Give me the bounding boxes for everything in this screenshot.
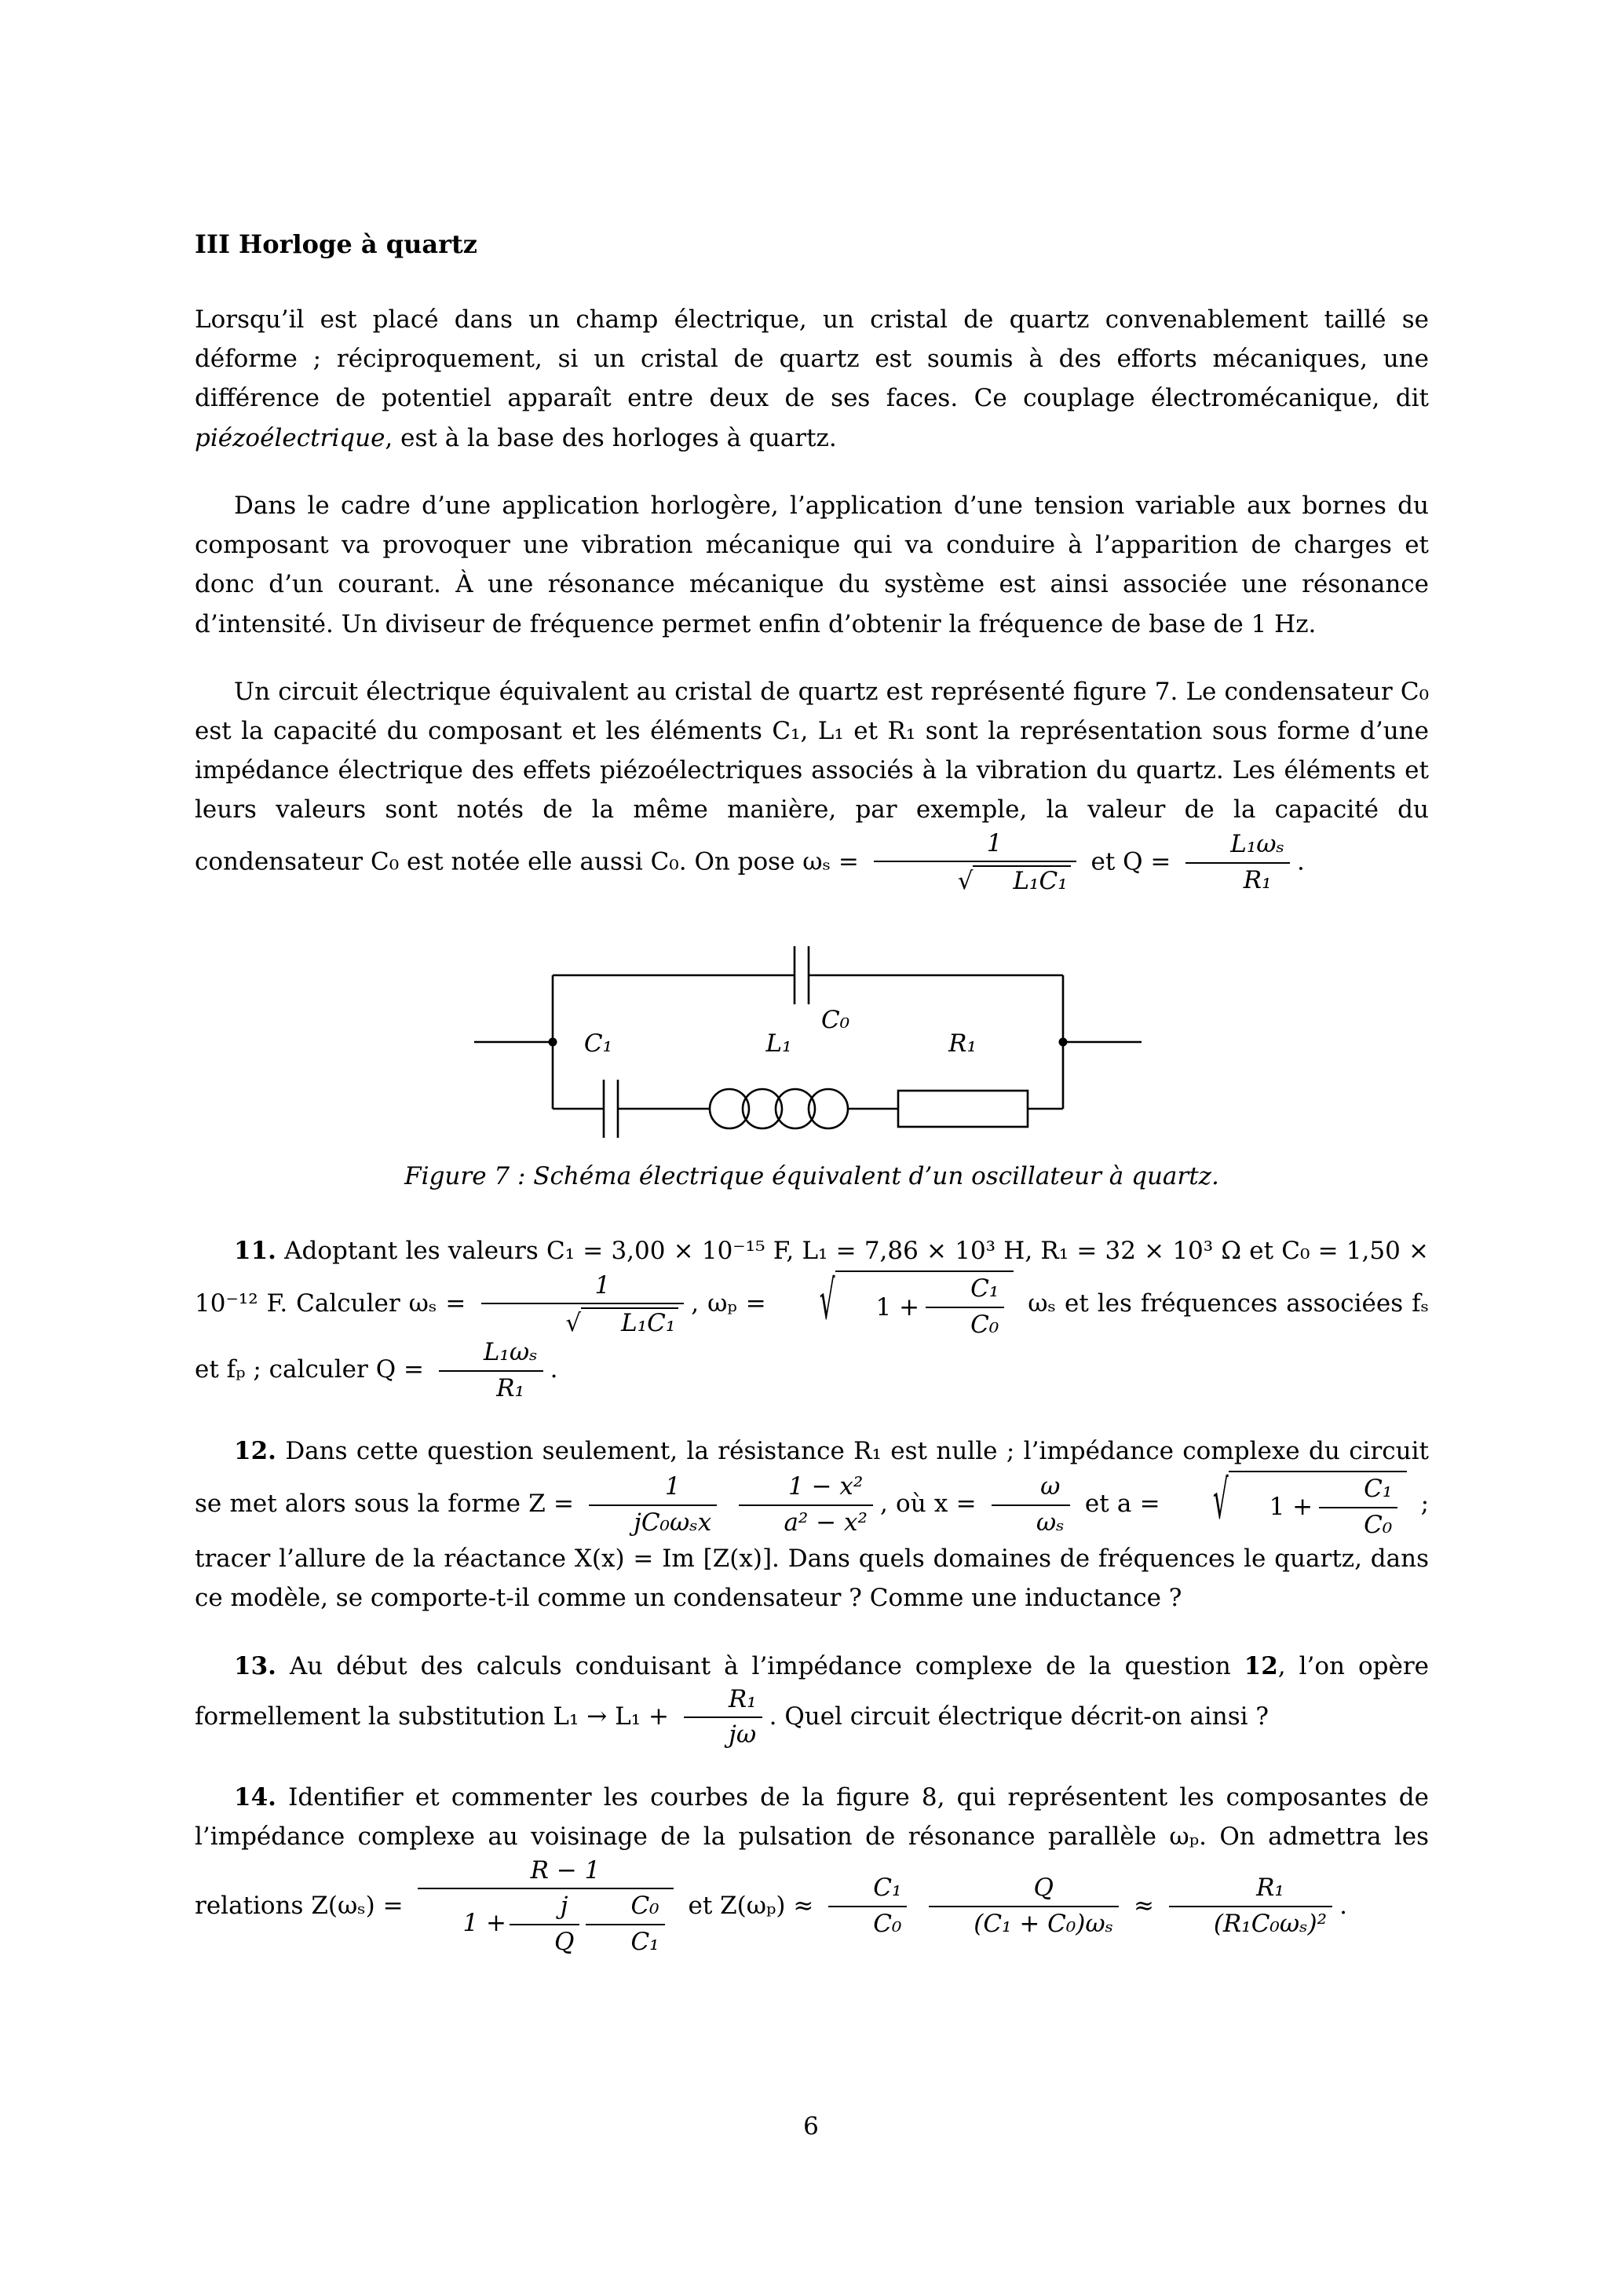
- fraction-numerator: R₁: [684, 1686, 762, 1719]
- question-reference: 12: [1244, 1651, 1278, 1680]
- figure-circuit-diagram: [195, 932, 1429, 1190]
- question-text: et a =: [1084, 1490, 1160, 1519]
- fraction-numerator: 1: [589, 1473, 717, 1506]
- fraction-substitution: [684, 1686, 762, 1749]
- capacitor-c0-icon: [795, 946, 809, 1004]
- label-l1: L₁: [765, 1029, 792, 1058]
- fraction-q-term: [929, 1874, 1119, 1938]
- fraction-c1-c0: [926, 1275, 1004, 1339]
- fraction-c1-c0: [1319, 1475, 1397, 1539]
- fraction-numerator: j: [510, 1892, 579, 1925]
- emphasized-term: piézoélectrique: [195, 423, 385, 452]
- fraction-z-omega-s: [418, 1857, 673, 1957]
- radical-body: L₁C₁: [581, 1307, 678, 1338]
- question-text: , l’on opère formellement la substitution L₁ → L₁ +: [195, 1651, 1429, 1731]
- question-text: , où x =: [879, 1490, 977, 1519]
- fraction-j-q: [510, 1892, 579, 1956]
- question-13: [195, 1647, 1429, 1750]
- fraction-denominator: C₀: [873, 1910, 902, 1939]
- paragraph-text: et Q =: [1090, 847, 1171, 876]
- fraction-denominator: C₁: [630, 1927, 659, 1956]
- section-title: III Horloge à quartz: [195, 229, 477, 259]
- paragraph-circuit: [195, 672, 1429, 896]
- fraction-c1-c0: [828, 1874, 907, 1938]
- page-content: [195, 229, 1429, 1984]
- question-number: 13.: [234, 1651, 276, 1680]
- fraction-numerator: C₁: [926, 1275, 1004, 1308]
- question-text: ; tracer l’allure de la réactance X(x) = Im [Z(x)]. Dans quels domaines de fréquences le quartz, dans ce modèle, se comporte-t-il comme un condensateur ? Comme une inductance ?: [195, 1490, 1430, 1613]
- paragraph-application: [195, 486, 1429, 644]
- question-12: [195, 1431, 1429, 1618]
- fraction-denominator: [874, 862, 1076, 896]
- fraction-numerator: 1: [481, 1272, 684, 1305]
- question-text: .: [1339, 1891, 1347, 1920]
- fraction-numerator: R − 1: [418, 1857, 673, 1890]
- fraction-denominator: C₀: [970, 1310, 999, 1339]
- fraction-denominator: jω: [729, 1720, 757, 1749]
- question-text: .: [550, 1355, 558, 1384]
- fraction-denominator: R₁: [1243, 865, 1272, 894]
- fraction-x: [992, 1473, 1070, 1537]
- fraction-denominator: [418, 1889, 673, 1956]
- fraction-q: [439, 1339, 543, 1402]
- radical-sign: √: [565, 1309, 582, 1338]
- paragraph-text: Lorsqu’il est placé dans un champ électrique, un cristal de quartz convenablement taillé se déforme ; réciproquement, si un cristal de quartz est soumis à des efforts mécaniques, une différence de potentiel apparaît entre deux de ses faces. Ce couplage électromécanique, dit: [195, 305, 1429, 413]
- fraction-omega-s: [874, 830, 1076, 896]
- fraction-denominator: ωₛ: [1036, 1508, 1065, 1537]
- fraction-numerator: R₁: [1169, 1874, 1332, 1907]
- fraction-numerator: Q: [929, 1874, 1119, 1907]
- question-text: et Z(ωₚ) ≈: [688, 1891, 814, 1920]
- fraction-numerator: C₁: [828, 1874, 907, 1907]
- fraction-numerator: 1: [874, 830, 1076, 863]
- radical-sign: √: [957, 867, 974, 896]
- fraction-numerator: C₁: [1319, 1475, 1397, 1508]
- question-text: , ωₚ =: [691, 1289, 766, 1318]
- fraction-r1-term: [1169, 1874, 1332, 1938]
- resistor-r1-icon: [898, 1091, 1028, 1127]
- figure-caption: Figure 7 : Schéma électrique équivalent d’un oscillateur à quartz.: [404, 1161, 1219, 1190]
- fraction-denominator: R₁: [496, 1374, 525, 1403]
- paragraph-text: .: [1297, 847, 1305, 876]
- fraction-numerator: C₀: [586, 1892, 664, 1925]
- fraction-denominator: Q: [554, 1927, 575, 1956]
- inductor-l1-icon: [710, 1089, 848, 1128]
- fraction-denominator: (C₁ + C₀)ωₛ: [974, 1910, 1114, 1939]
- fraction-numerator: L₁ωₛ: [439, 1339, 543, 1372]
- denominator-text: 1 +: [462, 1909, 507, 1938]
- question-text: Au début des calculs conduisant à l’impédance complexe de la question: [289, 1651, 1231, 1680]
- question-number: 12.: [234, 1436, 276, 1465]
- fraction-denominator: (R₁C₀ωₛ)²: [1213, 1910, 1328, 1939]
- sqrt-omega-p: [780, 1270, 1014, 1339]
- fraction-c0-c1: [586, 1892, 664, 1956]
- paragraph-text: Un circuit électrique équivalent au cristal de quartz est représenté figure 7. Le condensateur C₀ est la capacité du composant et les éléments C₁, L₁ et R₁ sont la représentation sous forme d’une impédance électrique des effets piézoélectriques associés à la vibration du quartz. Les éléments et leurs valeurs sont notés de la même manière, par exemple, la valeur de la capacité du condensateur C₀ est notée elle aussi C₀. On pose ωₛ =: [195, 677, 1429, 876]
- radical-sign: √: [1212, 1469, 1229, 1533]
- fraction-omega-s: [481, 1272, 684, 1338]
- radical-body: [1229, 1471, 1408, 1539]
- question-text: ≈: [1133, 1891, 1154, 1920]
- fraction-numerator: L₁ωₛ: [1185, 831, 1290, 864]
- sqrt-a: [1174, 1471, 1407, 1539]
- sqrt-text: 1 +: [1269, 1493, 1313, 1522]
- fraction-numerator: ω: [992, 1473, 1070, 1506]
- question-text: ωₛ et les fréquences associées fₛ et fₚ ; calculer Q =: [195, 1289, 1430, 1384]
- question-14: [195, 1778, 1429, 1956]
- question-text: Dans cette question seulement, la résistance R₁ est nulle ; l’impédance complexe du circuit se met alors sous la forme Z =: [195, 1436, 1429, 1519]
- fraction-denominator: jC₀ωₛx: [634, 1508, 712, 1537]
- fraction-impedance-1: [589, 1473, 717, 1537]
- page-number: 6: [803, 2112, 819, 2141]
- question-text: Adoptant les valeurs C₁ = 3,00 × 10⁻¹⁵ F, L₁ = 7,86 × 10³ H, R₁ = 32 × 10³ Ω et C₀ = 1,50 × 10⁻¹² F. Calculer ωₛ =: [195, 1236, 1429, 1318]
- label-r1: R₁: [948, 1029, 977, 1058]
- radical-body: L₁C₁: [973, 865, 1070, 896]
- paragraph-intro: [195, 300, 1429, 458]
- question-text: Identifier et commenter les courbes de la figure 8, qui représentent les composantes de l’impédance complexe au voisinage de la pulsation de résonance parallèle ωₚ. On admettra les relations Z(ωₛ) =: [195, 1783, 1430, 1920]
- fraction-numerator: 1 − x²: [739, 1473, 873, 1506]
- fraction-denominator: [481, 1304, 684, 1338]
- fraction-q: [1185, 831, 1290, 894]
- paragraph-text: , est à la base des horloges à quartz.: [385, 423, 837, 452]
- quartz-equivalent-circuit: [458, 932, 1165, 1148]
- question-number: 11.: [234, 1236, 276, 1265]
- fraction-denominator: C₀: [1364, 1510, 1393, 1539]
- question-number: 14.: [234, 1783, 276, 1812]
- capacitor-c1-icon: [604, 1080, 618, 1138]
- radical-sign: √: [819, 1270, 835, 1333]
- question-11: [195, 1231, 1429, 1403]
- label-c1: C₁: [583, 1029, 613, 1058]
- sqrt-text: 1 +: [875, 1292, 920, 1322]
- fraction-denominator: a² − x²: [784, 1508, 868, 1537]
- label-c0: C₀: [821, 1005, 850, 1034]
- radical-body: [835, 1270, 1014, 1339]
- fraction-impedance-2: [739, 1473, 873, 1537]
- question-text: . Quel circuit électrique décrit-on ainsi ?: [769, 1702, 1269, 1731]
- paragraph-text: Dans le cadre d’une application horlogère, l’application d’une tension variable aux bornes du composant va provoquer une vibration mécanique qui va conduire à l’apparition de charges et donc d’un courant. À une résonance mécanique du système est ainsi associée une résonance d’intensité. Un diviseur de fréquence permet enfin d’obtenir la fréquence de base de 1 Hz.: [195, 491, 1429, 638]
